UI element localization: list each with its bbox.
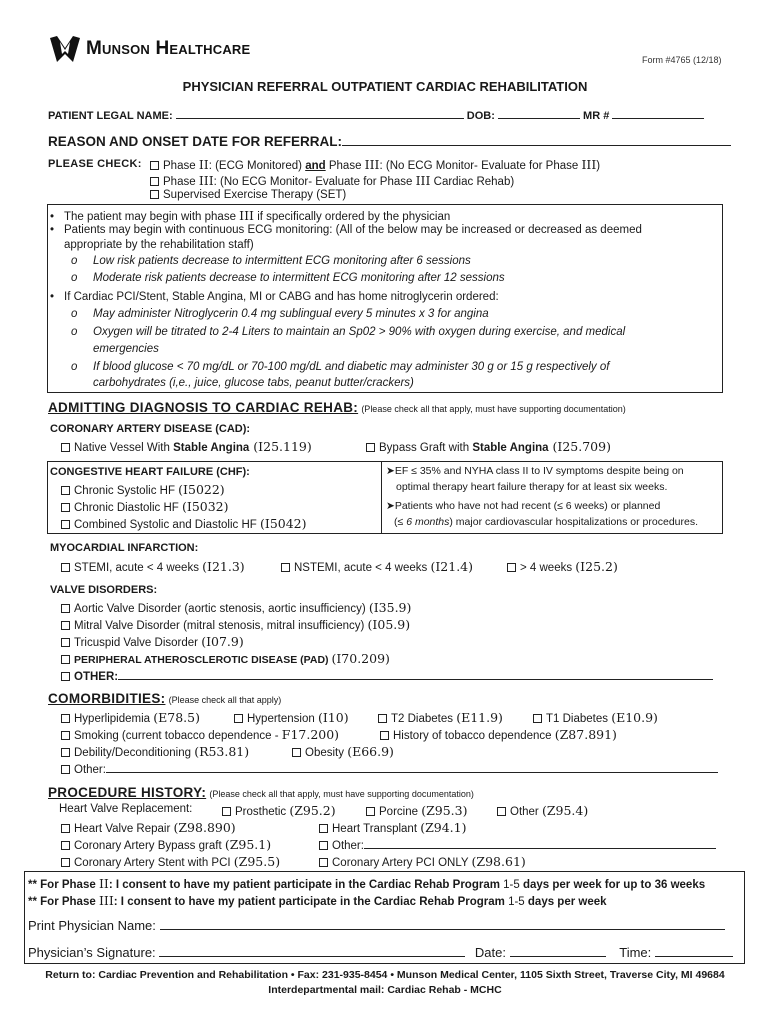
- instruction-1: • The patient may begin with phase III if specifically ordered by the physician: [50, 208, 451, 223]
- chf-note-2-cont: (≤ 6 months) major cardiovascular hospitalizations or procedures.: [394, 516, 699, 528]
- munson-logo: [47, 34, 250, 64]
- como-t2-diabetes[interactable]: T2 Diabetes (E11.9): [378, 710, 503, 725]
- sub-instruction-3: o May administer Nitroglycerin 0.4 mg sublingual every 5 minutes x 3 for angina: [71, 308, 489, 320]
- dob-label: DOB:: [466, 110, 495, 122]
- sub-instruction-4-cont: emergencies: [93, 343, 159, 355]
- reason-row: [48, 132, 731, 149]
- proc-prosthetic[interactable]: Prosthetic (Z95.2): [222, 803, 336, 818]
- mr-field[interactable]: [612, 107, 704, 119]
- checkbox[interactable]: [150, 190, 159, 199]
- cad-label: CORONARY ARTERY DISEASE (CAD):: [50, 423, 251, 435]
- como-hyperlipidemia[interactable]: Hyperlipidemia (E78.5): [61, 710, 200, 725]
- mi-nstemi[interactable]: NSTEMI, acute < 4 weeks (I21.4): [281, 559, 473, 574]
- mi-over-4-weeks[interactable]: > 4 weeks (I25.2): [507, 559, 618, 574]
- reason-field[interactable]: [342, 132, 731, 146]
- como-obesity[interactable]: Obesity (E66.9): [292, 744, 394, 759]
- signature-field[interactable]: [159, 943, 465, 957]
- como-tobacco-history[interactable]: History of tobacco dependence (Z87.891): [380, 727, 617, 742]
- procedure-label: PROCEDURE HISTORY:: [48, 785, 207, 800]
- como-other-field[interactable]: [106, 761, 718, 773]
- como-hypertension[interactable]: Hypertension (I10): [234, 710, 349, 725]
- patient-name-field[interactable]: [176, 107, 464, 119]
- option-phase3[interactable]: Phase III: (No ECG Monitor- Evaluate for Phase III Cardiac Rehab): [150, 173, 514, 188]
- comorbidities-note: (Please check all that apply): [168, 695, 282, 705]
- chf-divider: [381, 461, 382, 534]
- checkbox[interactable]: [150, 177, 159, 186]
- reason-label: REASON AND ONSET DATE FOR REFERRAL:: [48, 134, 343, 149]
- valve-label: VALVE DISORDERS:: [50, 584, 158, 596]
- option-phase2[interactable]: Phase II: (ECG Monitored) and Phase III: (No ECG Monitor- Evaluate for Phase III): [150, 157, 600, 172]
- patient-info-row: [48, 107, 704, 122]
- cad-native-vessel[interactable]: Native Vessel With Stable Angina (I25.119): [61, 439, 312, 454]
- instruction-2-cont: appropriate by the rehabilitation staff): [64, 239, 254, 251]
- como-smoking[interactable]: Smoking (current tobacco dependence - F17.200): [61, 727, 339, 742]
- footer-return: Return to: Cardiac Prevention and Rehabilitation • Fax: 231-935-8454 • Munson Medical Center, 1105 Sixth Street, Traverse City, MI 49684: [45, 969, 725, 981]
- signature-row: [28, 943, 733, 960]
- proc-cabg[interactable]: Coronary Artery Bypass graft (Z95.1): [61, 837, 271, 852]
- proc-other[interactable]: Other:: [319, 837, 716, 852]
- signature-label: Physician’s Signature:: [28, 945, 156, 960]
- form-title: PHYSICIAN REFERRAL OUTPATIENT CARDIAC REHABILITATION: [182, 79, 588, 94]
- print-name-row: [28, 916, 725, 933]
- chf-diastolic[interactable]: Chronic Diastolic HF (I5032): [61, 499, 229, 514]
- proc-other-valve[interactable]: Other (Z95.4): [497, 803, 588, 818]
- procedure-header: [48, 785, 474, 800]
- proc-pci-only[interactable]: Coronary Artery PCI ONLY (Z98.61): [319, 854, 526, 869]
- proc-valve-repair[interactable]: Heart Valve Repair (Z98.890): [61, 820, 236, 835]
- proc-heart-transplant[interactable]: Heart Transplant (Z94.1): [319, 820, 467, 835]
- print-name-label: Print Physician Name:: [28, 918, 156, 933]
- patient-name-label: PATIENT LEGAL NAME:: [48, 110, 173, 122]
- admitting-label: ADMITTING DIAGNOSIS TO CARDIAC REHAB:: [48, 400, 359, 415]
- arrow-icon: ➤: [386, 465, 395, 477]
- time-label: Time:: [619, 945, 652, 960]
- sub-instruction-1: o Low risk patients decrease to intermittent ECG monitoring after 6 sessions: [71, 255, 471, 267]
- sub-instruction-2: o Moderate risk patients decrease to intermittent ECG monitoring after 12 sessions: [71, 272, 505, 284]
- chf-systolic[interactable]: Chronic Systolic HF (I5022): [61, 482, 225, 497]
- print-name-field[interactable]: [160, 916, 725, 930]
- chf-label: CONGESTIVE HEART FAILURE (CHF):: [50, 466, 250, 478]
- valve-aortic[interactable]: Aortic Valve Disorder (aortic stenosis, aortic insufficiency) (I35.9): [61, 600, 411, 615]
- mr-label: MR #: [583, 110, 610, 122]
- dob-field[interactable]: [498, 107, 580, 119]
- checkbox[interactable]: [150, 161, 159, 170]
- date-field[interactable]: [510, 943, 606, 957]
- sub-instruction-5-cont: carbohydrates (i,e., juice, glucose tabs, peanut butter/crackers): [93, 377, 414, 389]
- hvr-label: Heart Valve Replacement:: [59, 803, 193, 815]
- logo-text: Munson Healthcare: [86, 38, 251, 59]
- instruction-2: • Patients may begin with continuous ECG monitoring: (All of the below may be increased or decreased as deemed: [50, 224, 642, 236]
- chf-combined[interactable]: Combined Systolic and Diastolic HF (I5042): [61, 516, 307, 531]
- consent-phase2: ** For Phase II: I consent to have my patient participate in the Cardiac Rehab Program 1-5 days per week for up to 36 weeks: [28, 876, 706, 891]
- sub-instruction-4: o Oxygen will be titrated to 2-4 Liters to maintain an Sp02 > 90% with oxygen during exercise, and medical: [71, 326, 626, 338]
- mi-stemi[interactable]: STEMI, acute < 4 weeks (I21.3): [61, 559, 245, 574]
- valve-other[interactable]: OTHER:: [61, 668, 713, 683]
- como-debility[interactable]: Debility/Deconditioning (R53.81): [61, 744, 249, 759]
- pad[interactable]: PERIPHERAL ATHEROSCLEROTIC DISEASE (PAD) (I70.209): [61, 651, 390, 666]
- valve-other-field[interactable]: [118, 668, 713, 680]
- chf-note-1: ➤EF ≤ 35% and NYHA class II to IV symptoms despite being on: [386, 465, 684, 477]
- form-number: Form #4765 (12/18): [642, 55, 722, 65]
- footer-interdept: Interdepartmental mail: Cardiac Rehab - MCHC: [268, 984, 502, 996]
- cad-bypass-graft[interactable]: Bypass Graft with Stable Angina (I25.709): [366, 439, 611, 454]
- chf-note-1-cont: optimal therapy heart failure therapy for at least six weeks.: [396, 481, 668, 493]
- instruction-3: • If Cardiac PCI/Stent, Stable Angina, MI or CABG and has home nitroglycerin ordered:: [50, 291, 499, 303]
- arrow-icon: ➤: [386, 500, 395, 512]
- valve-tricuspid[interactable]: Tricuspid Valve Disorder (I07.9): [61, 634, 244, 649]
- comorbidities-header: [48, 691, 281, 706]
- chf-note-2: ➤Patients who have not had recent (≤ 6 weeks) or planned: [386, 500, 661, 512]
- mi-label: MYOCARDIAL INFARCTION:: [50, 542, 199, 554]
- sub-instruction-5: o If blood glucose < 70 mg/dL or 70-100 mg/dL and diabetic may administer 30 g or 15 g respectively of: [71, 361, 610, 373]
- please-check-label: PLEASE CHECK:: [48, 158, 142, 170]
- proc-porcine[interactable]: Porcine (Z95.3): [366, 803, 467, 818]
- admitting-header: [48, 400, 626, 415]
- option-set[interactable]: Supervised Exercise Therapy (SET): [150, 189, 346, 201]
- time-field[interactable]: [655, 943, 733, 957]
- proc-other-field[interactable]: [364, 837, 716, 849]
- comorbidities-label: COMORBIDITIES:: [48, 691, 166, 706]
- como-other[interactable]: Other:: [61, 761, 718, 776]
- valve-mitral[interactable]: Mitral Valve Disorder (mitral stenosis, mitral insufficiency) (I05.9): [61, 617, 410, 632]
- consent-phase3: ** For Phase III: I consent to have my patient participate in the Cardiac Rehab Program 1-5 days per week: [28, 893, 607, 908]
- proc-stent-pci[interactable]: Coronary Artery Stent with PCI (Z95.5): [61, 854, 280, 869]
- date-label: Date:: [474, 945, 506, 960]
- procedure-note: (Please check all that apply, must have supporting documentation): [209, 789, 474, 799]
- admitting-note: (Please check all that apply, must have supporting documentation): [361, 404, 626, 414]
- munson-m-logo-icon: [47, 34, 83, 64]
- como-t1-diabetes[interactable]: T1 Diabetes (E10.9): [533, 710, 658, 725]
